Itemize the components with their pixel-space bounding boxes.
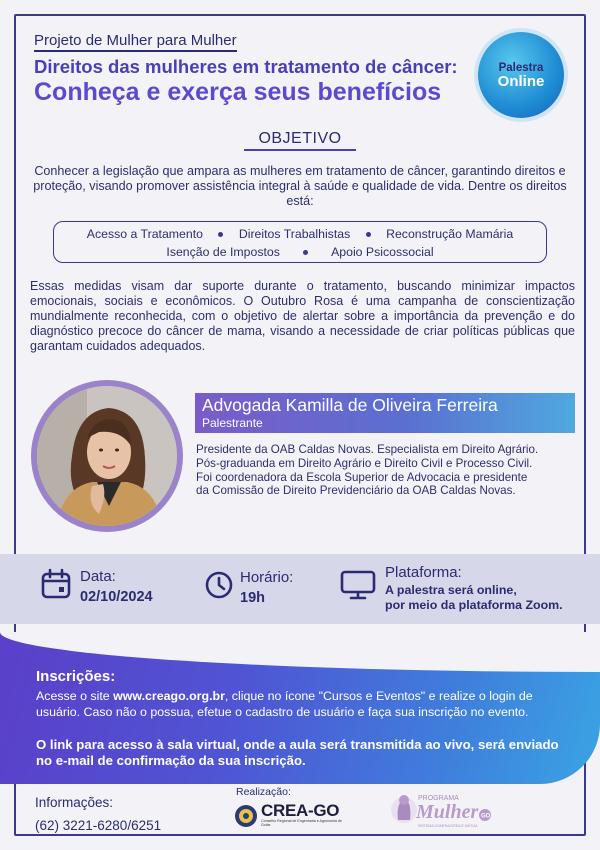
objective-text: Conhecer a legislação que ampara as mulheres em tratamento de câncer, garantindo direitos e proteção, visando promover assistência integral à saúde e qualidade de vida. Dentre os direitos está: xyxy=(33,164,567,208)
right-item: Apoio Psicossocial xyxy=(331,245,434,259)
crea-go-logo xyxy=(234,801,354,831)
programa-small-text: PROGRAMA xyxy=(418,795,459,802)
bullet-dot xyxy=(218,232,223,237)
programa-big-text: Mulher xyxy=(416,801,479,823)
registration-text-before: Acesse o site xyxy=(36,689,114,703)
right-item: Isenção de Impostos xyxy=(166,245,280,259)
programa-tagline: SISTEMA CONFEA/CREA E MÚTUA xyxy=(418,824,478,828)
bullet-dot xyxy=(366,232,371,237)
right-item: Reconstrução Mamária xyxy=(386,227,514,241)
online-badge xyxy=(478,32,564,118)
objective-heading: OBJETIVO xyxy=(244,130,355,151)
programa-mulher-emblem xyxy=(390,786,500,836)
title-line-1: Direitos das mulheres em tratamento de câncer: xyxy=(34,56,458,77)
right-item: Acesso a Tratamento xyxy=(86,227,203,241)
badge-line-2: Online xyxy=(497,72,545,90)
speaker-portrait xyxy=(37,386,177,526)
programa-mulher-logo xyxy=(390,786,500,836)
speaker-role: Palestrante xyxy=(202,416,263,430)
registration-text-after: , clique no ícone "Cursos e Eventos" e realize o login de usuário. Caso não o possua, efetue o cadastro de usuário e faça sua inscrição no evento. xyxy=(36,689,533,719)
speaker-photo xyxy=(37,386,177,526)
date-label: Data: xyxy=(80,568,116,585)
campaign-text: Essas medidas visam dar suporte durante o tratamento, buscando minimizar impactos emocionais, sociais e econômicos. O Outubro Rosa é uma campanha de conscientização mundialmente reconhecida, com o objetivo de alertar sobre a importância da prevenção e do diagnóstico precoce do câncer de mama, visando a necessidade de criar políticas públicas que garantam cuidados adequados. xyxy=(30,279,575,353)
crea-subtitle: Conselho Regional de Engenharia e Agronomia de Goiás xyxy=(261,819,342,827)
speaker-bio xyxy=(196,443,586,498)
objective-heading-row xyxy=(0,130,600,151)
bio-line: Pós-graduanda em Direito Agrário e Direito Civil e Processo Civil. xyxy=(196,456,533,470)
registration-site-link[interactable]: www.creago.org.br xyxy=(113,689,225,703)
clock-icon xyxy=(204,570,234,600)
platform-line-2: por meio da plataforma Zoom. xyxy=(385,598,563,612)
bio-line: Presidente da OAB Caldas Novas. Especialista em Direito Agrário. xyxy=(196,443,539,456)
time-value: 19h xyxy=(240,590,265,606)
info-phone: (62) 3221-6280/6251 xyxy=(35,818,162,833)
event-info-band xyxy=(0,554,600,624)
bullet-dot xyxy=(303,250,308,255)
time-label: Horário: xyxy=(240,569,294,586)
bio-line: Foi coordenadora da Escola Superior de Advocacia e presidente xyxy=(196,470,528,484)
calendar-icon xyxy=(40,568,72,600)
badge-line-1: Palestra xyxy=(498,61,544,74)
title-line-2: Conheça e exerça seus benefícios xyxy=(34,78,442,106)
platform-line-1: A palestra será online, xyxy=(385,583,517,597)
date-value: 02/10/2024 xyxy=(80,589,153,605)
registration-text xyxy=(36,689,572,720)
realizacao-label: Realização: xyxy=(236,786,291,798)
rights-row-2 xyxy=(54,243,546,261)
info-label: Informações: xyxy=(35,795,114,810)
band-curve xyxy=(0,632,600,672)
speaker-name: Advogada Kamilla de Oliveira Ferreira xyxy=(202,395,498,415)
registration-title: Inscrições: xyxy=(36,668,116,685)
crea-seal-icon xyxy=(234,803,258,829)
speaker-header xyxy=(195,393,575,433)
rights-box xyxy=(53,221,547,263)
rights-row-1 xyxy=(54,225,546,243)
crea-name: CREA-GO xyxy=(261,801,340,820)
programa-go-text: GO xyxy=(481,813,491,820)
monitor-icon xyxy=(340,569,376,601)
right-item: Direitos Trabalhistas xyxy=(238,227,351,241)
platform-label: Plataforma: xyxy=(385,564,462,581)
registration-notice: O link para acesso à sala virtual, onde a aula será transmitida ao vivo, será enviado no e-mail de confirmação da sua inscrição. xyxy=(36,737,559,768)
project-name: Projeto de Mulher para Mulher xyxy=(34,32,237,52)
bio-line: da Comissão de Direito Previdenciário da OAB Caldas Novas. xyxy=(196,484,516,498)
